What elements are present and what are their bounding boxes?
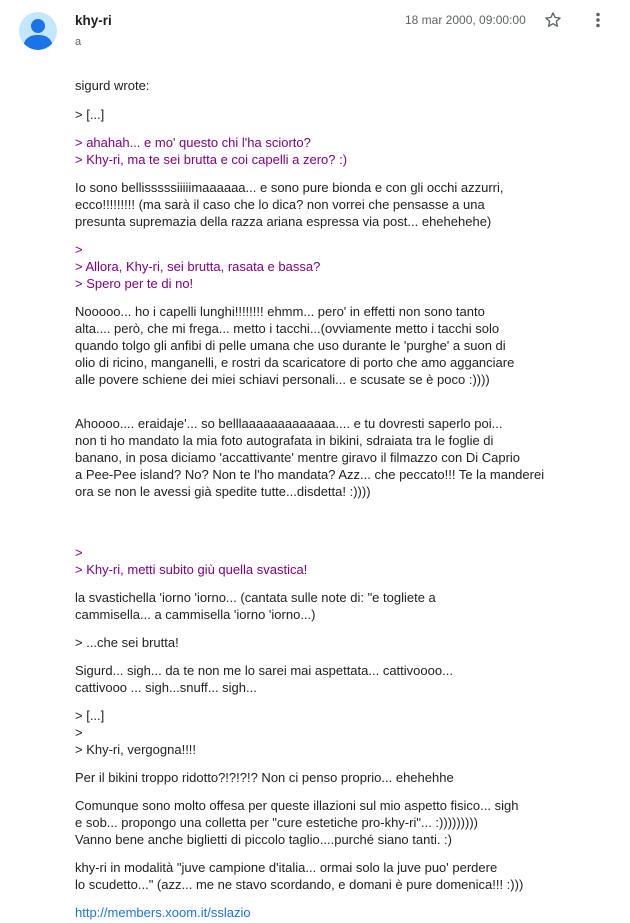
signature-link[interactable]: http://members.xoom.it/sslazio bbox=[75, 905, 251, 920]
quote-line: > [...] bbox=[75, 107, 105, 122]
message-date: 18 mar 2000, 09:00:00 bbox=[405, 13, 526, 27]
quote-block: > ahahah... e mo' questo chi l'ha sciorto? > Khy-ri, ma te sei brutta e coi capelli a zero? :) bbox=[75, 135, 348, 167]
person-avatar-icon[interactable] bbox=[19, 12, 57, 50]
body-paragraph: Per il bikini troppo ridotto?!?!?!? Non ci penso proprio... ehehehhe bbox=[75, 770, 454, 785]
body-paragraph: Comunque sono molto offesa per queste illazioni sul mio aspetto fisico... sigh e sob... propongo una colletta per "cure estetiche pro-khy-ri"... :))))))))) Vanno bene anche biglietti di piccolo taglio....purché siano tanti. :) bbox=[75, 798, 519, 847]
body-paragraph: Ahoooo.... eraidaje'... so belllaaaaaaaaaaaaa.... e tu dovresti saperlo poi... non ti ho mandato la mia foto autografata in bikini, sdraiata tra le foglie di banano, in posa diciamo 'accattivante' mentre giravo il filmazzo con Di Caprio a Pee-Pee island? No? Non te l'ho mandata? Azz... che peccato!!! Te la manderei ora se non le avessi già spedite tutte...disdetta! :)))) bbox=[75, 416, 545, 499]
quote-block: > > Allora, Khy-ri, sei brutta, rasata e bassa? > Spero per te di no! bbox=[75, 242, 321, 291]
body-paragraph: la svastichella 'iorno 'iorno... (cantata sulle note di: "e togliete a cammisella... a cammisella 'iorno 'iorno...) bbox=[75, 590, 436, 622]
star-icon[interactable] bbox=[543, 10, 563, 30]
body-paragraph: Nooooo... ho i capelli lunghi!!!!!!!! ehmm... pero' in effetti non sono tanto alta.... però, che mi frega... metto i tacchi...(ovviamente metto i tacchi solo quando tolgo gli anfibi di pelle umana che uso durante le 'purghe' a suon di olio di ricino, manganelli, e rostri da scaricatore di porto che amo agganciare alle povere schiene dei miei schiavi personali... e scusate se è poco :)))) bbox=[75, 304, 515, 387]
more-vert-icon[interactable] bbox=[588, 10, 608, 30]
quote-line: > ...che sei brutta! bbox=[75, 635, 179, 650]
body-paragraph: sigurd wrote: bbox=[75, 78, 150, 93]
message-header bbox=[0, 0, 630, 60]
quote-block: > > Khy-ri, metti subito giù quella svastica! bbox=[75, 545, 308, 577]
message-body bbox=[75, 77, 620, 921]
body-paragraph: khy-ri in modalità "juve campione d'italia... ormai solo la juve puo' perdere lo scudetto..." (azz... me ne stavo scordando, e domani è pure domenica!!! :))) bbox=[75, 860, 524, 892]
quote-block: > [...] > > Khy-ri, vergogna!!!! bbox=[75, 708, 197, 757]
body-paragraph: Sigurd... sigh... da te non me lo sarei mai aspettata... cattivoooo... cattivooo ... sigh...snuff... sigh... bbox=[75, 663, 453, 695]
sender-name[interactable]: khy-ri bbox=[75, 13, 112, 28]
body-paragraph: Io sono bellisssssiiiiimaaaaaa... e sono pure bionda e con gli occhi azzurri, ecco!!!!!!!!! (ma sarà il caso che lo dica? non vorrei che pensasse a una presunta supremazia della razza ariana espressa via post... ehehehehe) bbox=[75, 180, 504, 229]
recipient-name: a bbox=[75, 36, 82, 48]
